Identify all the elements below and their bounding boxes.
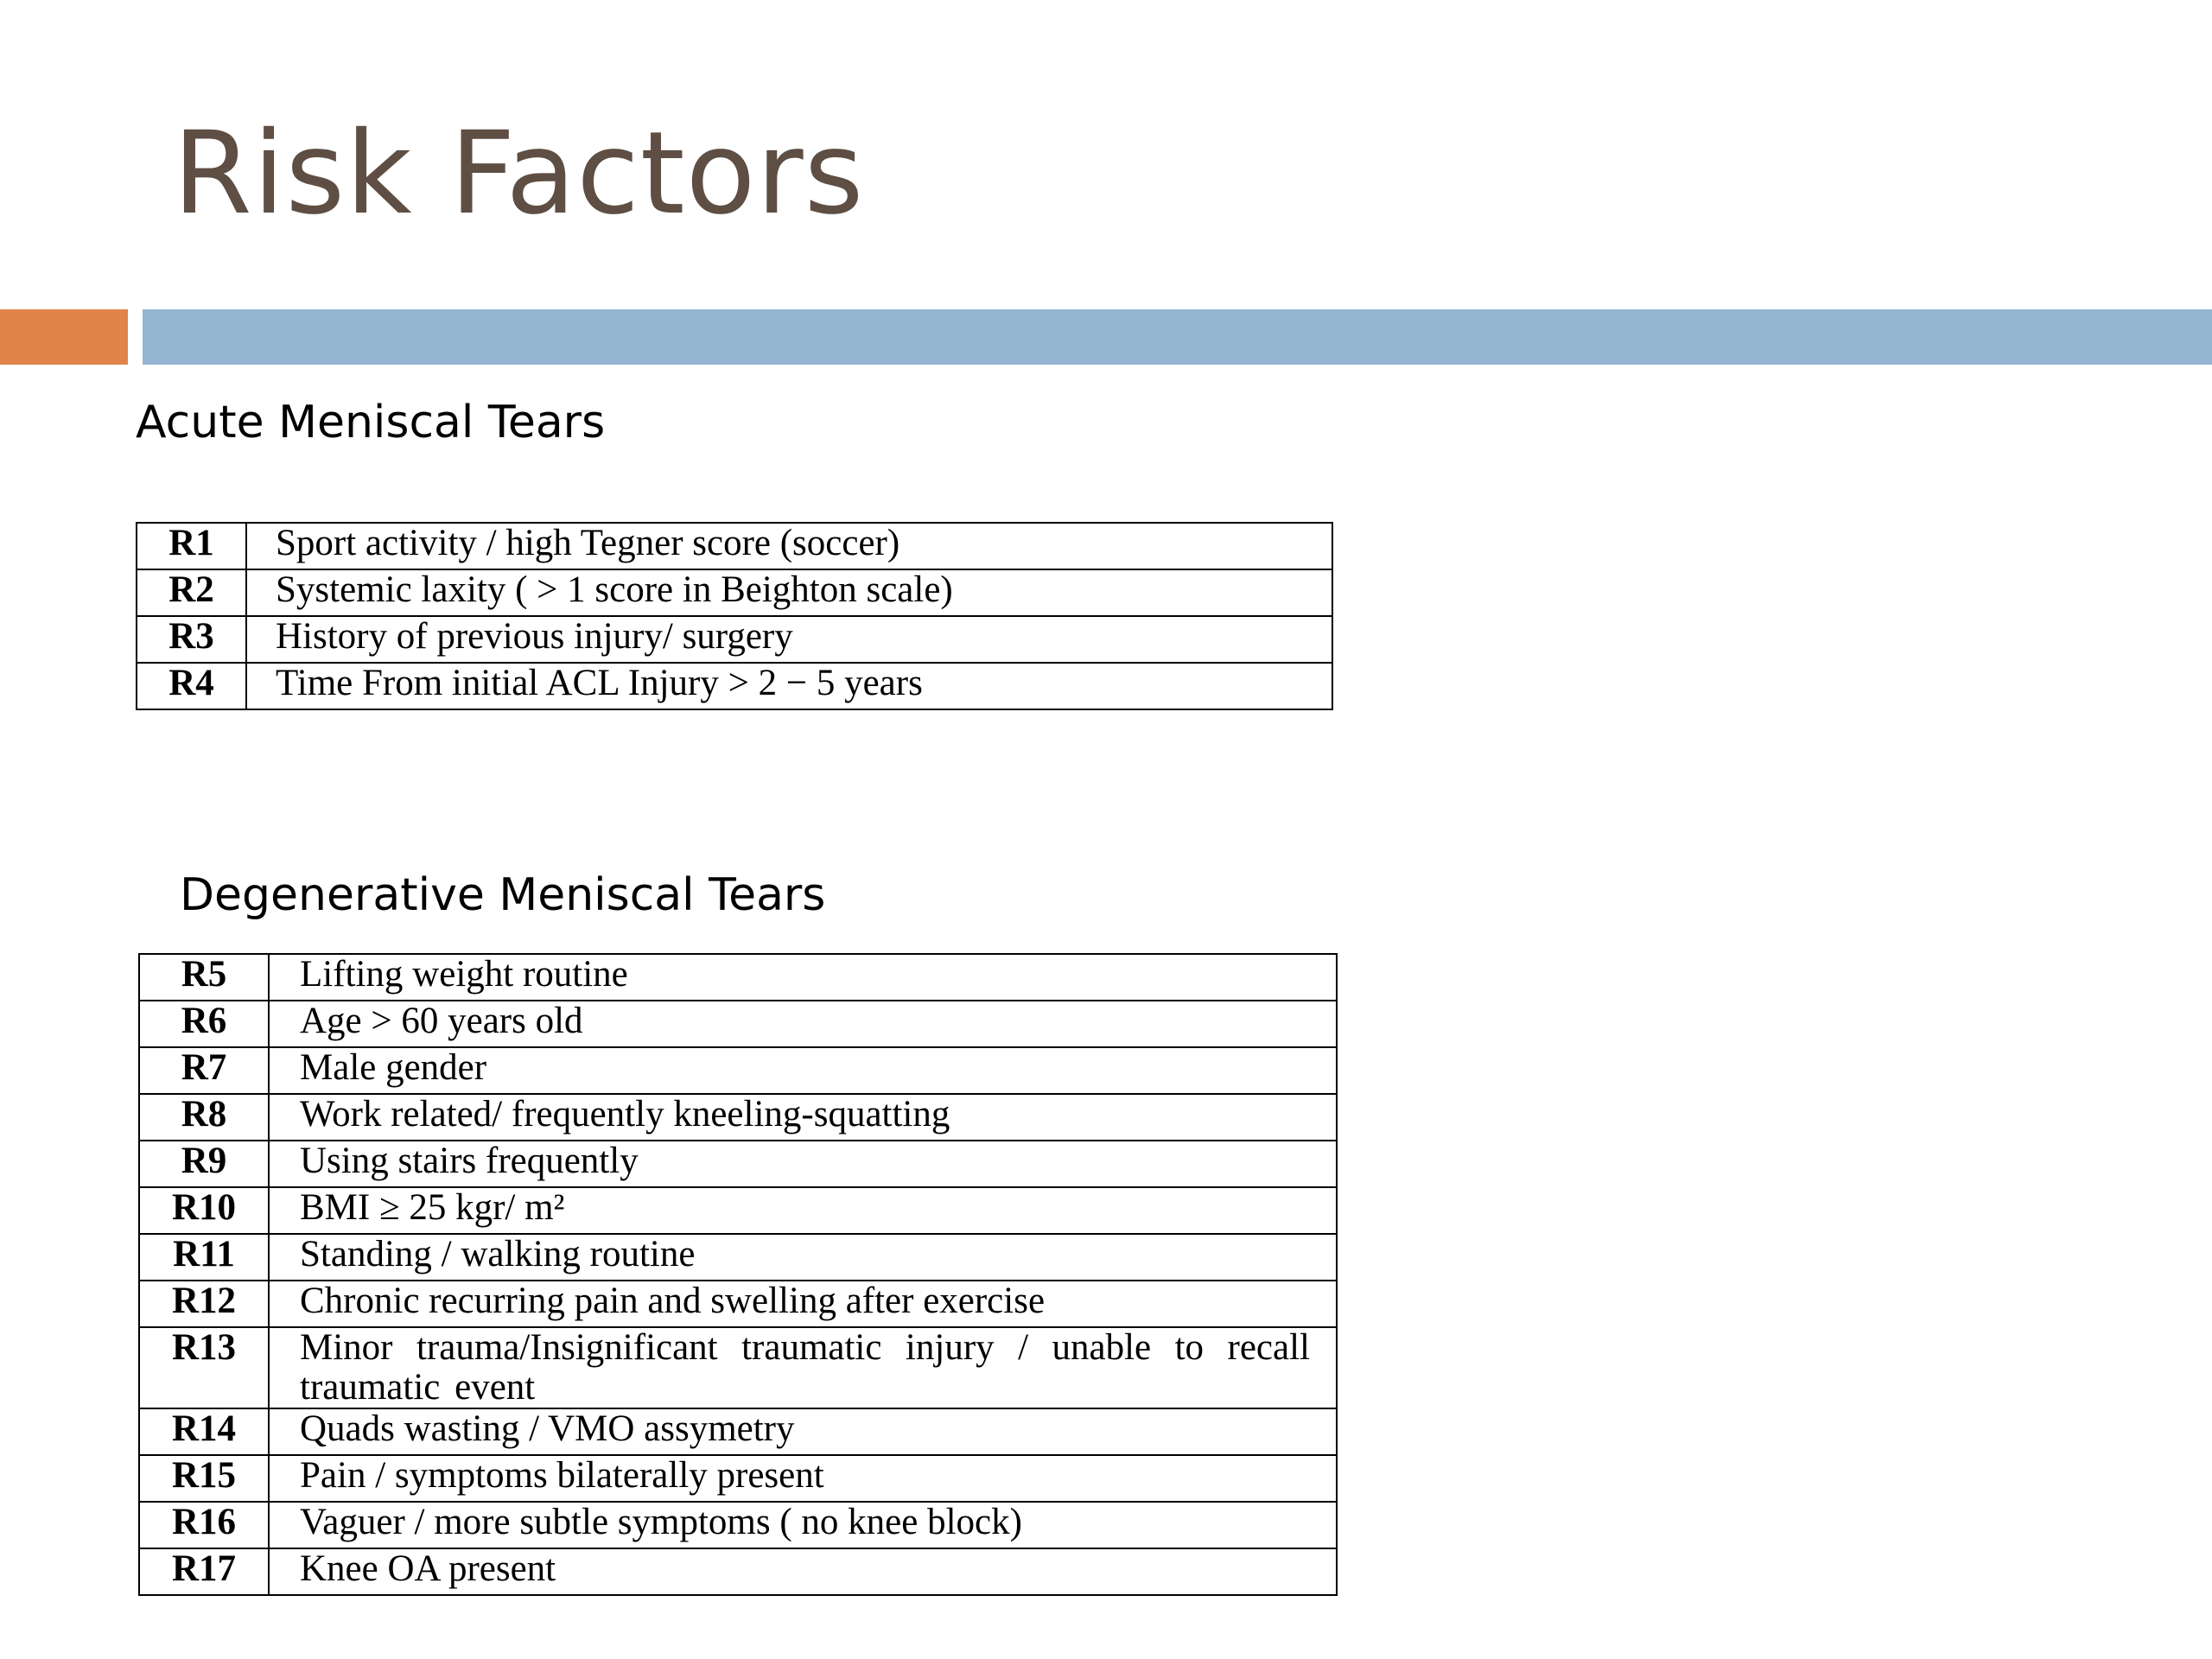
risk-code: R14 [139,1408,269,1455]
table-row [139,1094,1337,1141]
table-row [139,1187,1337,1234]
risk-code: R17 [139,1548,269,1595]
risk-description: Using stairs frequently [269,1141,1337,1187]
risk-description: Quads wasting / VMO assymetry [269,1408,1337,1455]
risk-description: Standing / walking routine [269,1234,1337,1281]
accent-bar-blue [143,309,2212,365]
risk-code: R7 [139,1047,269,1094]
table-row [139,1455,1337,1502]
risk-description: Work related/ frequently kneeling-squatting [269,1094,1337,1141]
risk-code: R11 [139,1234,269,1281]
table-row [137,569,1332,616]
acute-section-heading: Acute Meniscal Tears [136,397,606,448]
table-row [137,663,1332,709]
table-row [139,1548,1337,1595]
risk-code: R16 [139,1502,269,1548]
risk-code: R2 [137,569,246,616]
table-row [137,523,1332,569]
risk-code: R5 [139,954,269,1001]
table-row [139,1281,1337,1327]
risk-description: Vaguer / more subtle symptoms ( no knee block) [269,1502,1337,1548]
slide-title: Risk Factors [173,107,865,240]
risk-description: Knee OA present [269,1548,1337,1595]
table-row [139,1234,1337,1281]
degenerative-section-heading: Degenerative Meniscal Tears [180,869,826,921]
risk-description: Age > 60 years old [269,1001,1337,1047]
table-row [139,1047,1337,1094]
table-row [139,1502,1337,1548]
table-row [139,1001,1337,1047]
acute-risk-table [136,522,1333,710]
risk-description: Systemic laxity ( > 1 score in Beighton scale) [246,569,1332,616]
risk-description: Time From initial ACL Injury > 2 − 5 years [246,663,1332,709]
risk-code: R1 [137,523,246,569]
table-row [139,1141,1337,1187]
risk-description: Minor trauma/Insignificant traumatic injury / unable to recall traumatic event [269,1327,1337,1408]
risk-description: Lifting weight routine [269,954,1337,1001]
accent-bar-orange [0,309,128,365]
risk-code: R9 [139,1141,269,1187]
risk-code: R12 [139,1281,269,1327]
risk-description: BMI ≥ 25 kgr/ m² [269,1187,1337,1234]
risk-code: R10 [139,1187,269,1234]
risk-description: History of previous injury/ surgery [246,616,1332,663]
risk-description: Chronic recurring pain and swelling after exercise [269,1281,1337,1327]
table-row [137,616,1332,663]
risk-code: R8 [139,1094,269,1141]
table-row [139,1327,1337,1408]
risk-code: R13 [139,1327,269,1408]
degenerative-risk-table [138,953,1338,1596]
risk-code: R4 [137,663,246,709]
risk-description: Sport activity / high Tegner score (soccer) [246,523,1332,569]
table-row [139,1408,1337,1455]
risk-code: R15 [139,1455,269,1502]
risk-code: R6 [139,1001,269,1047]
risk-description: Male gender [269,1047,1337,1094]
table-row [139,954,1337,1001]
risk-description: Pain / symptoms bilaterally present [269,1455,1337,1502]
risk-code: R3 [137,616,246,663]
